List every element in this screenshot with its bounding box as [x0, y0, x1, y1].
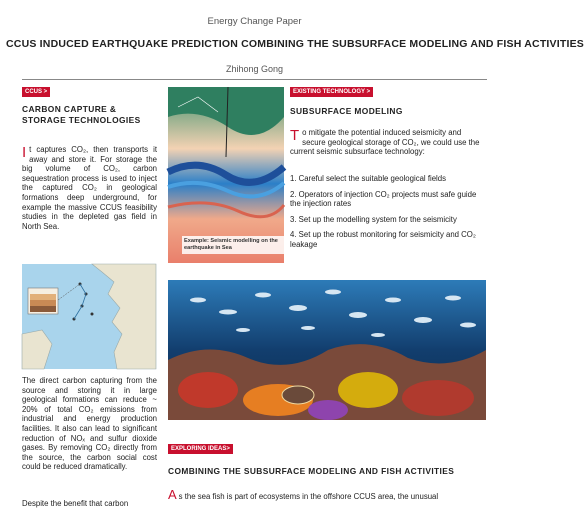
list-item: 3. Set up the modelling system for the seismicity: [290, 214, 457, 224]
existing-technology-tag: EXISTING TECHNOLOGY >: [290, 87, 373, 97]
carbon-capture-heading: CARBON CAPTURE & STORAGE TECHNOLOGIES: [22, 104, 141, 125]
technology-list: [290, 174, 486, 256]
seismic-caption: Example: Seismic modelling on the earthquake in Sea: [182, 236, 286, 254]
exploring-ideas-tag: EXPLORING IDEAS>: [168, 444, 233, 454]
paper-kicker: Energy Change Paper: [207, 16, 302, 27]
subsurface-intro-paragraph: [290, 128, 486, 157]
reef-illustration: [168, 280, 486, 420]
carbon-capture-text: t captures CO₂, then transports it away and store it. For storage the big volume of CO₂, carbon sequestration process is used to inject the captured CO₂ in geological formations deep underground, for example the massive CCUS feasibility studies in the depleted gas field in North Sea.: [22, 145, 157, 231]
subsurface-intro-text: o mitigate the potential induced seismicity and secure geological storage of CO₂, we could use the current seismic subsurface technology:: [290, 128, 480, 157]
direct-capture-paragraph: The direct carbon capturing from the source and storing it in large geological formations can reduce ~ 20% of total CO₂ emissions from industrial and energy production facilities. It also can lead to significant reduction of NOₓ and sulfur dioxide gases. By removing CO₂ directly from the source, the carbon social cost could be reduced dramatically.: [22, 376, 157, 472]
continuation-paragraph: Despite the benefit that carbon: [22, 499, 129, 508]
combining-heading: COMBINING THE SUBSURFACE MODELING AND FISH ACTIVITIES: [168, 466, 455, 476]
subsurface-modeling-heading: SUBSURFACE MODELING: [290, 106, 403, 116]
drop-cap: I: [22, 144, 27, 161]
ccus-tag: CCUS >: [22, 87, 50, 97]
combining-paragraph: [168, 489, 486, 502]
drop-cap: A: [168, 487, 177, 502]
title-divider: [22, 79, 487, 80]
list-item: 1. Careful select the suitable geological fields: [290, 174, 447, 183]
map-illustration: [22, 264, 156, 369]
list-item: 2. Operators of injection CO₂ projects must safe guide the injection rates: [290, 189, 477, 209]
carbon-capture-paragraph: [22, 145, 157, 231]
combining-text: s the sea fish is part of ecosystems in the offshore CCUS area, the unusual: [178, 492, 439, 501]
fish-reef-image: [168, 280, 486, 420]
ccus-map-image: [22, 264, 156, 369]
paper-title: CCUS INDUCED EARTHQUAKE PREDICTION COMBINING THE SUBSURFACE MODELING AND FISH ACTIVITIES: [6, 38, 584, 50]
author-name: Zhihong Gong: [225, 64, 284, 74]
seismic-model-image: [168, 87, 284, 263]
list-item: 4. Set up the robust monitoring for seismicity and CO₂ leakage: [290, 230, 476, 249]
drop-cap: T: [290, 127, 300, 144]
